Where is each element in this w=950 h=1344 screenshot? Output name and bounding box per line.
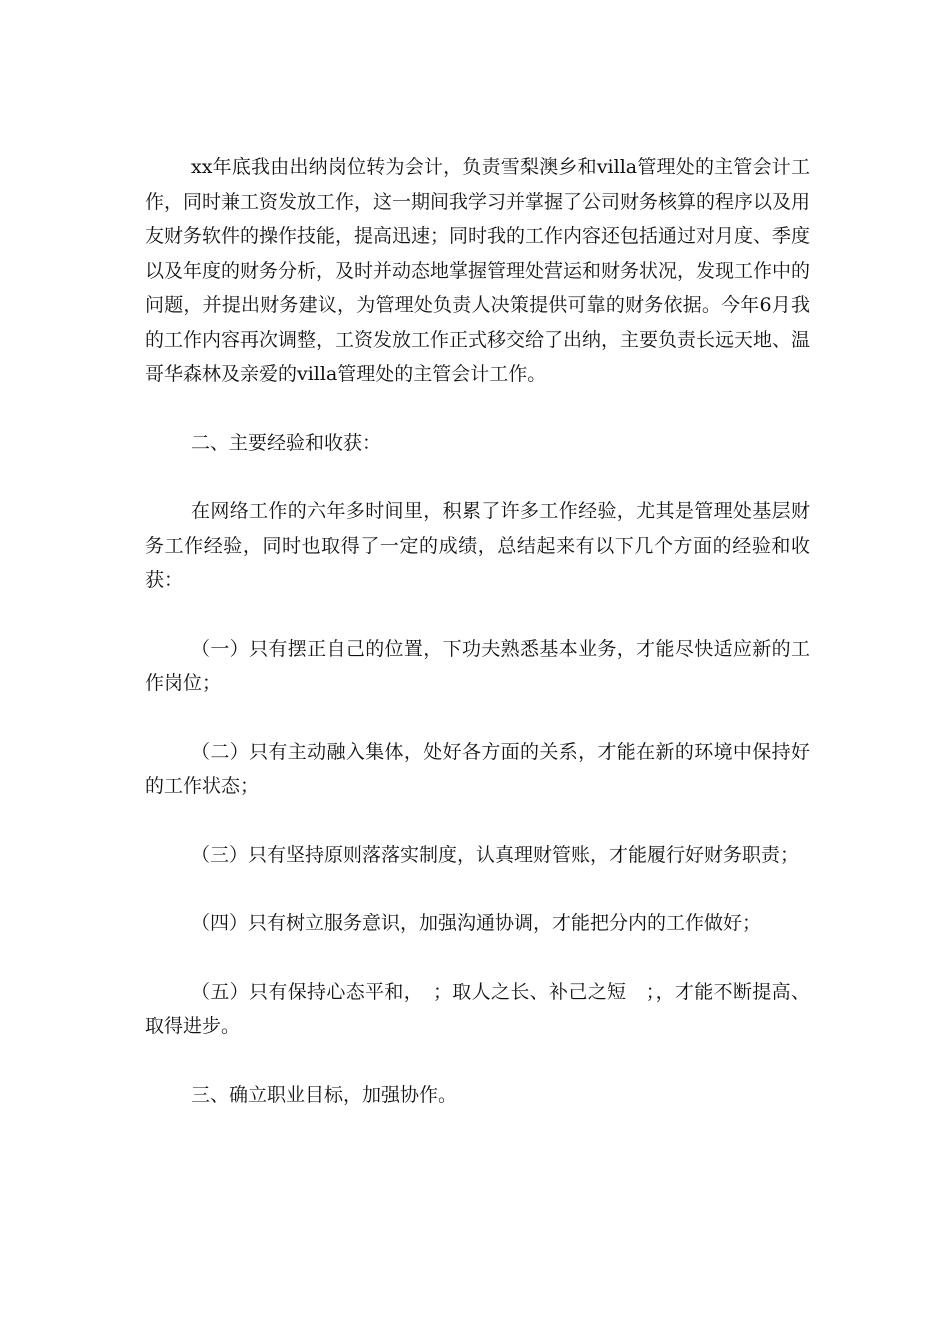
list-item-experience-5: （五）只有保持心态平和， ；取人之长、补己之短 ；，才能不断提高、取得进步。 (145, 980, 810, 1037)
list-item-experience-1: （一）只有摆正自己的位置，下功夫熟悉基本业务，才能尽快适应新的工作岗位； (145, 637, 810, 694)
paragraph-work-history: xx年底我由出纳岗位转为会计，负责雪梨澳乡和villa管理处的主管会计工作，同时兼工资发放工作，这一期间我学习并掌握了公司财务核算的程序以及用友财务软件的操作技能，提高迅速；同时我的工作内容还包括通过对月度、季度以及年度的财务分析，及时并动态地掌握管理处营运和财务状况，发现工作中的问题，并提出财务建议，为管理处负责人决策提供可靠的财务依据。今年6月我的工作内容再次调整，工资发放工作正式移交给了出纳，主要负责长远天地、温哥华森林及亲爱的villa管理处的主管会计工作。 (145, 156, 811, 385)
heading-main-experience: 二、主要经验和收获： (191, 431, 382, 454)
list-item-experience-2: （二）只有主动融入集体，处好各方面的关系，才能在新的环境中保持好的工作状态； (145, 740, 810, 797)
list-item-experience-4: （四）只有树立服务意识，加强沟通协调，才能把分内的工作做好； (191, 912, 762, 934)
heading-career-goals: 三、确立职业目标，加强协作。 (191, 1083, 458, 1106)
paragraph-experience-summary: 在网络工作的六年多时间里，积累了许多工作经验，尤其是管理处基层财务工作经验，同时也取得了一定的成绩，总结起来有以下几个方面的经验和收获： (145, 500, 810, 591)
list-item-experience-3: （三）只有坚持原则落落实制度，认真理财管账，才能履行好财务职责； (191, 843, 800, 866)
document-body (145, 150, 810, 1112)
